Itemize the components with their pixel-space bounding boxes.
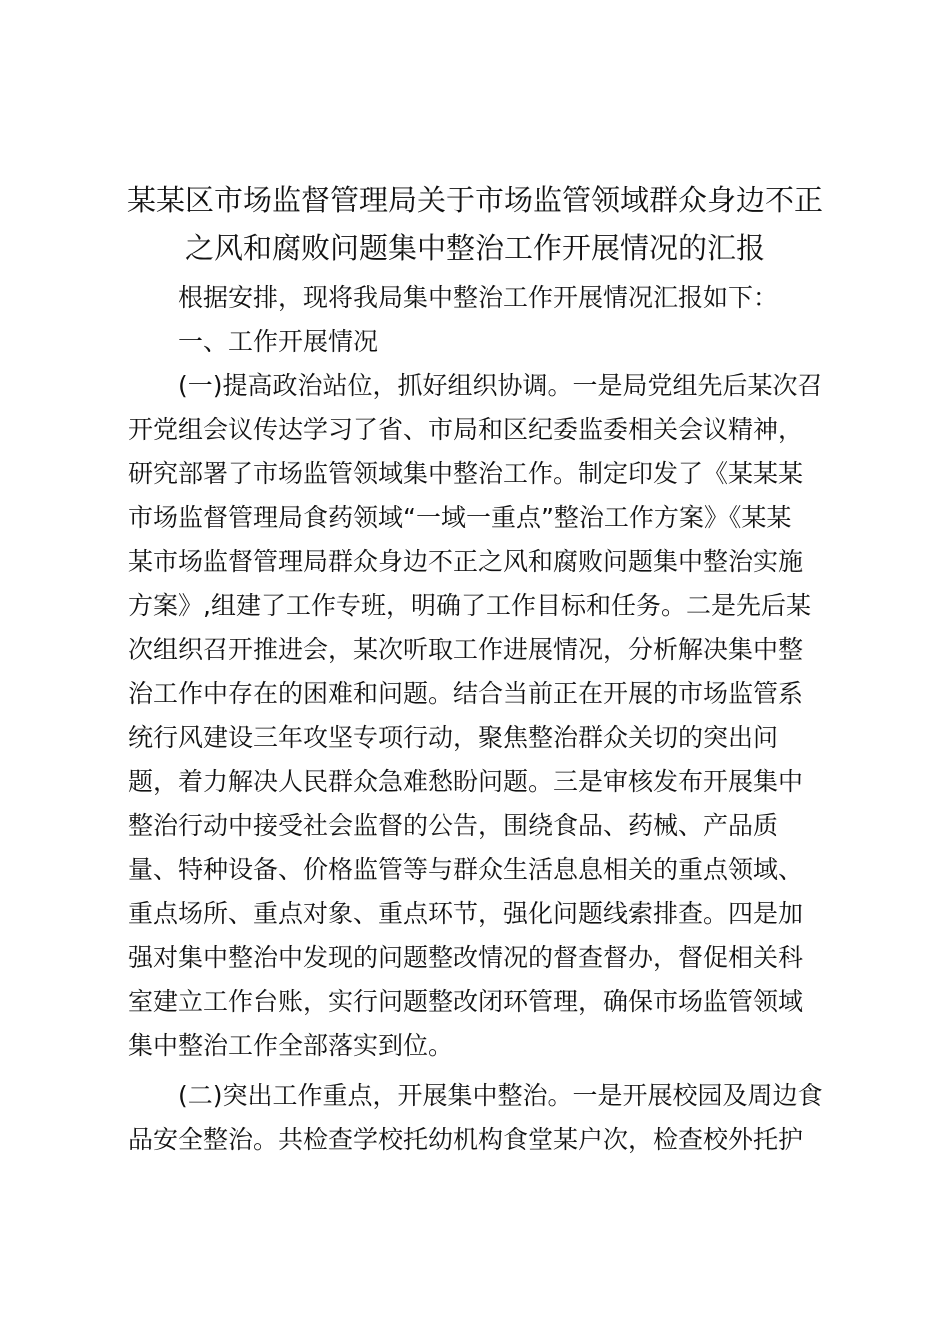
body-line: 品安全整治。共检查学校托幼机构食堂某户次，检查校外托护 xyxy=(128,1125,804,1154)
body-line: 某市场监督管理局群众身边不正之风和腐败问题集中整治实施 xyxy=(128,547,804,576)
body-line: 治工作中存在的困难和问题。结合当前正在开展的市场监管系 xyxy=(128,679,804,708)
body-line: 开党组会议传达学习了省、市局和区纪委监委相关会议精神， xyxy=(128,415,804,444)
body-line: 室建立工作台账，实行问题整改闭环管理，确保市场监管领域 xyxy=(128,987,804,1016)
document-title-line-1: 某某区市场监督管理局关于市场监管领域群众身边不正 xyxy=(126,183,823,217)
body-line: (一)提高政治站位，抓好组织协调。一是局党组先后某次召 xyxy=(178,371,823,400)
body-line: 重点场所、重点对象、重点环节，强化问题线索排查。四是加 xyxy=(128,899,804,928)
body-line: (二)突出工作重点，开展集中整治。一是开展校园及周边食 xyxy=(178,1081,823,1110)
body-line: 市场监督管理局食药领域“一域一重点”整治工作方案》《某某 xyxy=(128,503,792,532)
intro-paragraph: 根据安排，现将我局集中整治工作开展情况汇报如下： xyxy=(178,283,779,312)
body-line: 题，着力解决人民群众急难愁盼问题。三是审核发布开展集中 xyxy=(128,767,804,796)
body-line: 研究部署了市场监管领域集中整治工作。制定印发了《某某某 xyxy=(128,459,804,488)
body-line: 整治行动中接受社会监督的公告，围绕食品、药械、产品质 xyxy=(128,811,779,840)
body-line: 方案》,组建了工作专班，明确了工作目标和任务。二是先后某 xyxy=(128,591,811,620)
body-line: 强对集中整治中发现的问题整改情况的督查督办，督促相关科 xyxy=(128,943,804,972)
section-heading: 一、工作开展情况 xyxy=(178,327,379,356)
body-line: 统行风建设三年攻坚专项行动，聚焦整治群众关切的突出问 xyxy=(128,723,779,752)
document-title-line-2: 之风和腐败问题集中整治工作开展情况的汇报 xyxy=(184,231,765,265)
body-line: 量、特种设备、价格监管等与群众生活息息相关的重点领域、 xyxy=(128,855,804,884)
body-line: 次组织召开推进会，某次听取工作进展情况，分析解决集中整 xyxy=(128,635,804,664)
body-line: 集中整治工作全部落实到位。 xyxy=(128,1031,454,1060)
